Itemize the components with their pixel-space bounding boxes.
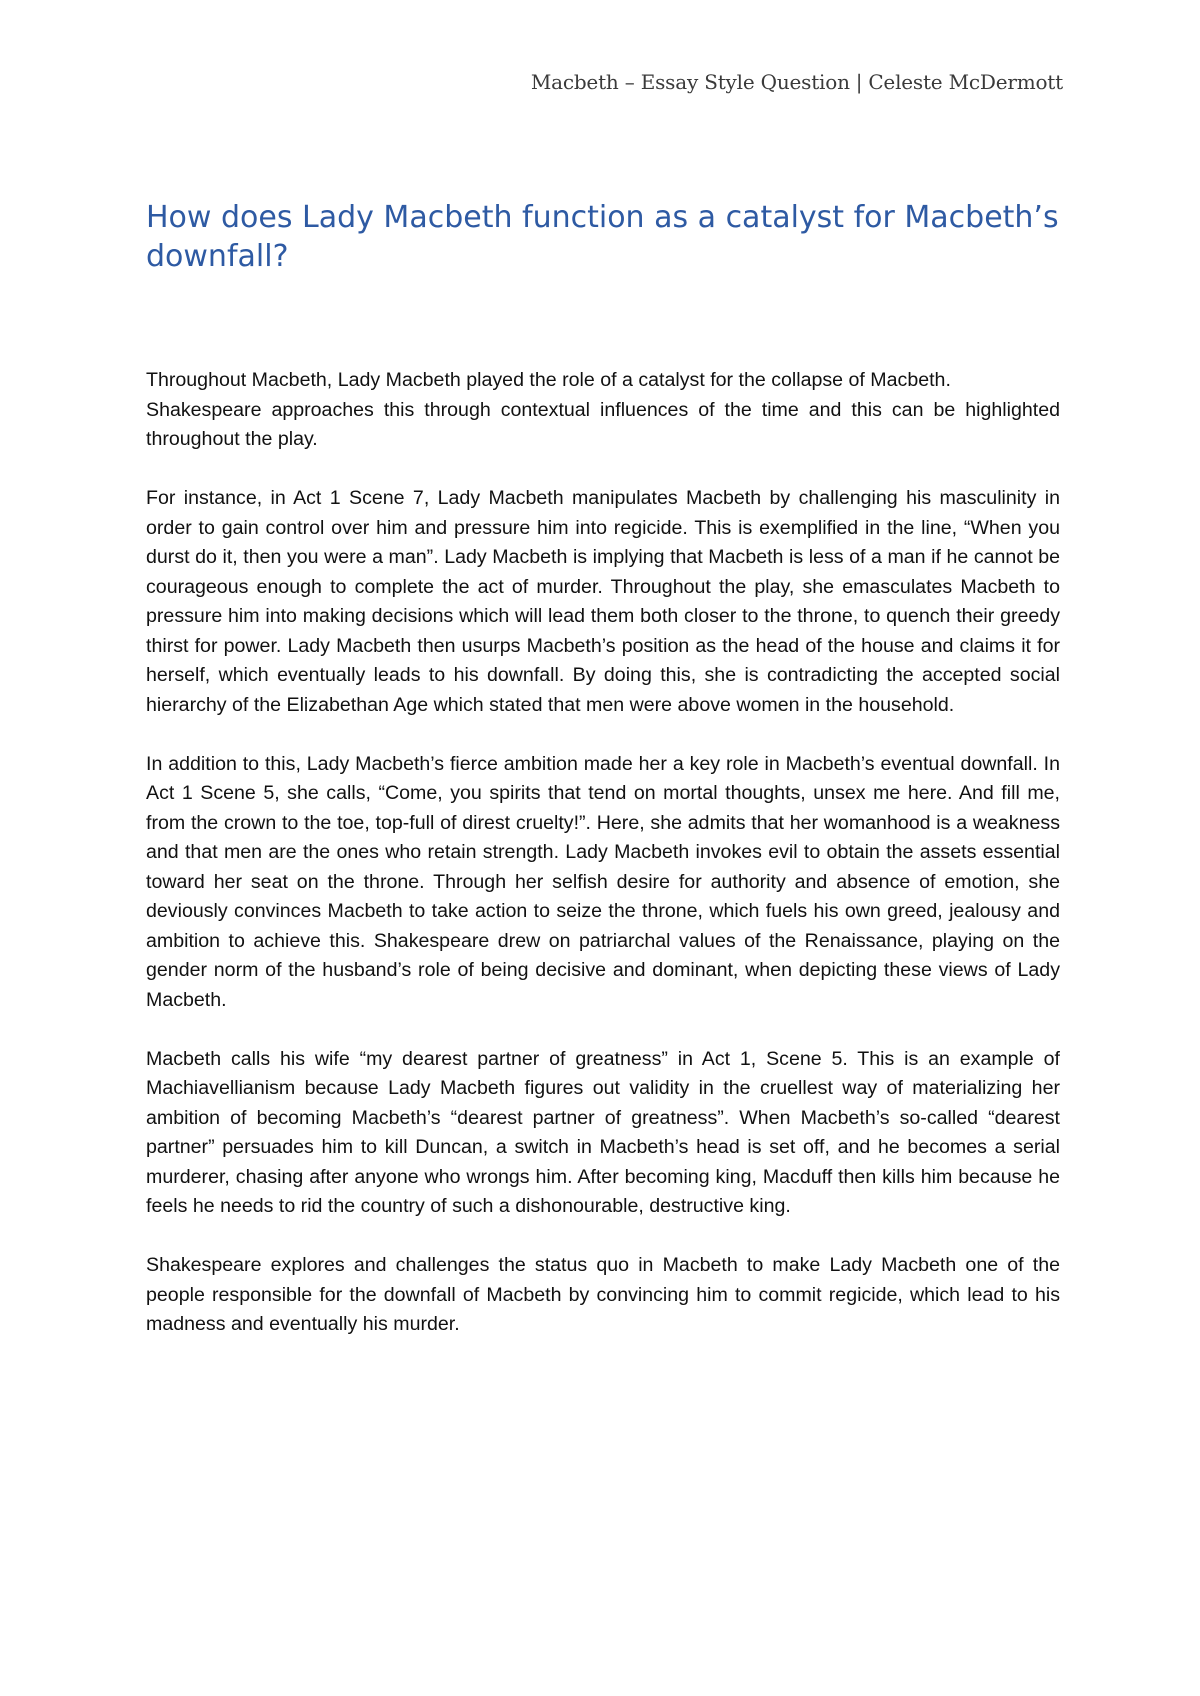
- intro-paragraph-context: Shakespeare approaches this through contextual influences of the time and this can be highlighted throughout the play.: [146, 398, 1060, 450]
- header-doc-label: Macbeth – Essay Style Question: [530, 70, 850, 94]
- body-paragraph-2: In addition to this, Lady Macbeth’s fierce ambition made her a key role in Macbeth’s eventual downfall. In Act 1 Scene 5, she calls, “Come, you spirits that tend on mortal thoughts, unsex me here. And fill me, from the crown to the toe, top-full of direst cruelty!”. Here, she admits that her womanhood is a weakness and that men are the ones who retain strength. Lady Macbeth invokes evil to obtain the assets essential toward her seat on the throne. Through her selfish desire for authority and absence of emotion, she deviously convinces Macbeth to take action to seize the throne, which fuels his own greed, jealousy and ambition to achieve this. Shakespeare drew on patriarchal values of the Renaissance, playing on the gender norm of the husband’s role of being decisive and dominant, when depicting these views of Lady Macbeth.: [146, 752, 1060, 1011]
- essay-title: How does Lady Macbeth function as a catalyst for Macbeth’s downfall?: [146, 200, 1059, 274]
- intro-paragraph: Throughout Macbeth, Lady Macbeth played the role of a catalyst for the collapse of Macbeth.: [146, 369, 951, 391]
- body-paragraph-3: Macbeth calls his wife “my dearest partner of greatness” in Act 1, Scene 5. This is an example of Machiavellianism because Lady Macbeth figures out validity in the cruellest way of materializing her ambition of becoming Macbeth’s “dearest partner of greatness”. When Macbeth’s so-called “dearest partner” persuades him to kill Duncan, a switch in Macbeth’s head is set off, and he becomes a serial murderer, chasing after anyone who wrongs him. After becoming king, Macduff then kills him because he feels he needs to rid the country of such a dishonourable, destructive king.: [146, 1047, 1060, 1217]
- body-paragraph-1: For instance, in Act 1 Scene 7, Lady Macbeth manipulates Macbeth by challenging his masculinity in order to gain control over him and pressure him into regicide. This is exemplified in the line, “When you durst do it, then you were a man”. Lady Macbeth is implying that Macbeth is less of a man if he cannot be courageous enough to complete the act of murder. Throughout the play, she emasculates Macbeth to pressure him into making decisions which will lead them both closer to the throne, to quench their greedy thirst for power. Lady Macbeth then usurps Macbeth’s position as the head of the house and claims it for herself, which eventually leads to his downfall. By doing this, she is contradicting the accepted social hierarchy of the Elizabethan Age which stated that men were above women in the household.: [146, 487, 1060, 716]
- header-author: Celeste McDermott: [868, 70, 1063, 94]
- header-separator: |: [855, 70, 863, 94]
- conclusion-paragraph: Shakespeare explores and challenges the status quo in Macbeth to make Lady Macbeth one of the people responsible for the downfall of Macbeth by convincing him to commit regicide, which lead to his madness and eventually his murder.: [146, 1254, 1060, 1335]
- essay-body: [146, 366, 1060, 1340]
- page-header: [531, 70, 1063, 94]
